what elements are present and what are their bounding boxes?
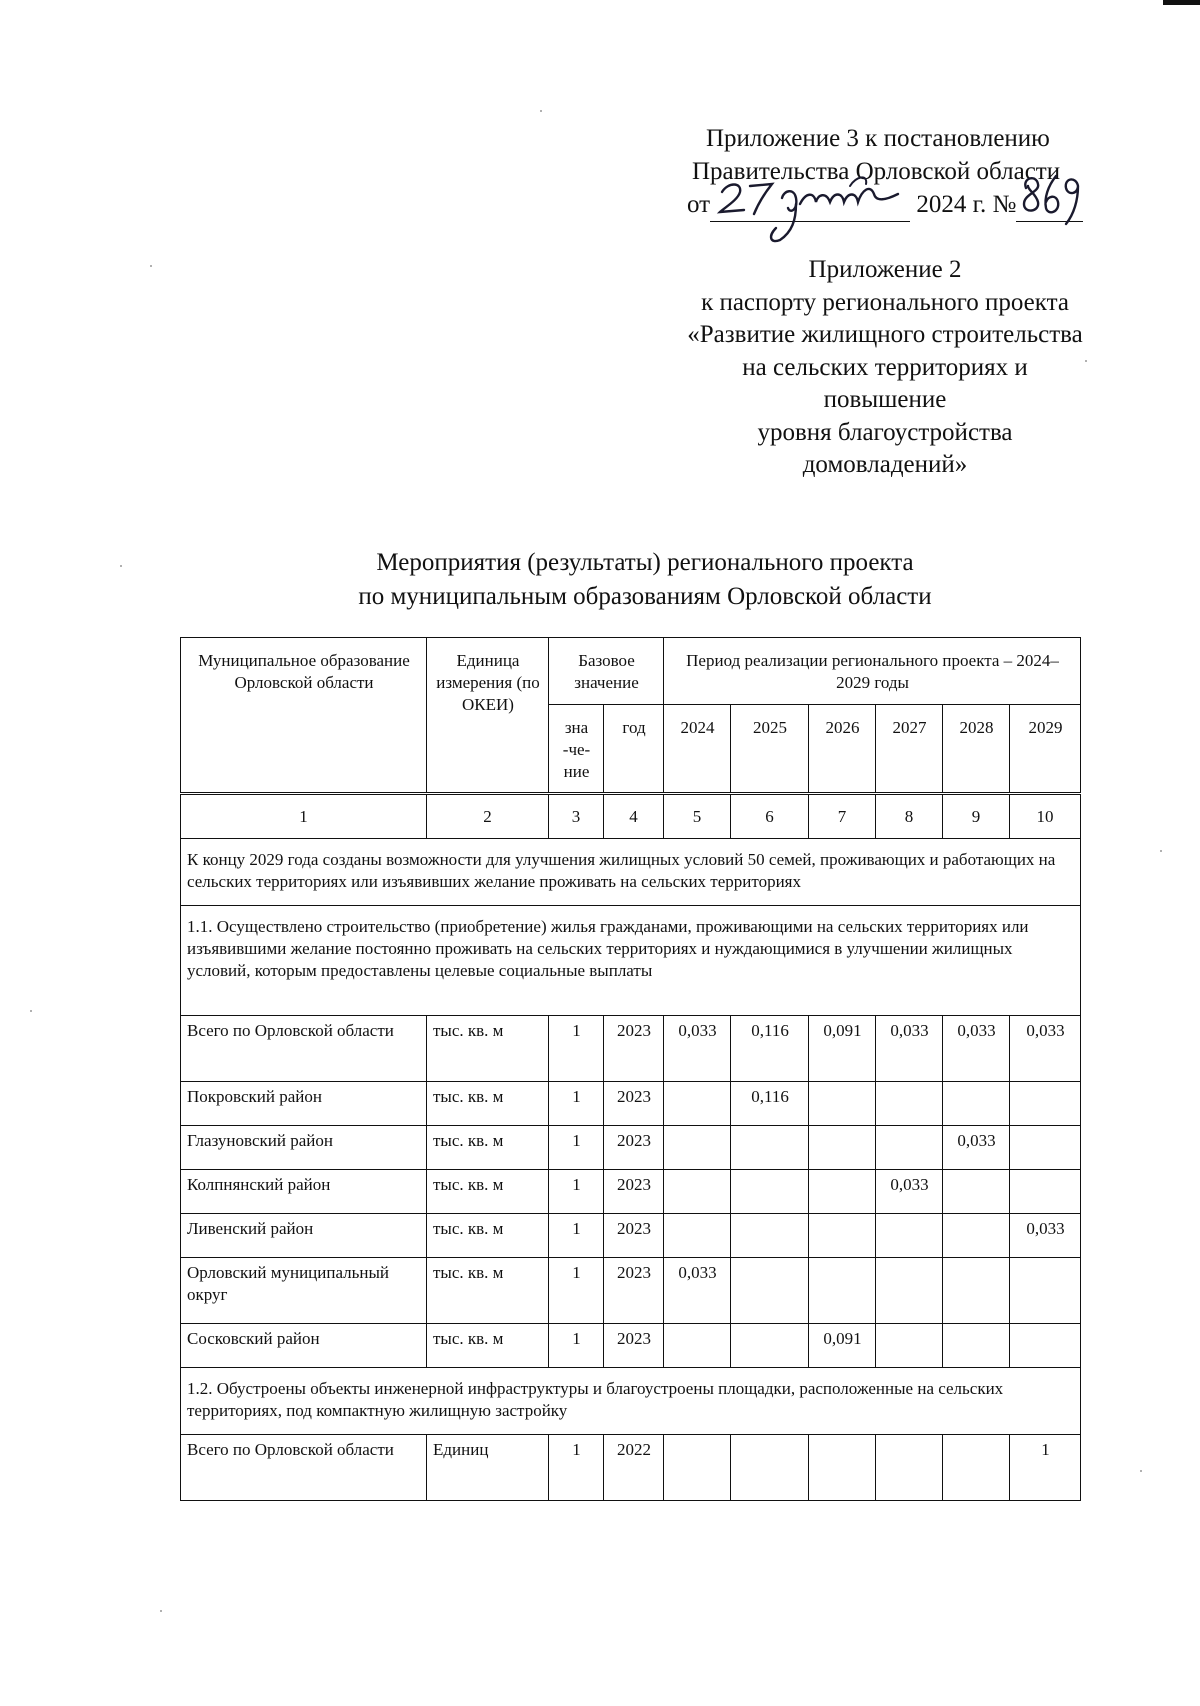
value-2028	[943, 1170, 1010, 1214]
value-2027: 0,033	[876, 1016, 943, 1082]
value-2024	[664, 1126, 731, 1170]
municipality-name: Глазуновский район	[181, 1126, 427, 1170]
value-2025	[731, 1126, 809, 1170]
value-2027	[876, 1258, 943, 1324]
municipality-name: Колпнянский район	[181, 1170, 427, 1214]
header-period: Период реализации регионального проекта – 2024–2029 годы	[664, 638, 1081, 705]
base-year: 2023	[604, 1126, 664, 1170]
header-year: 2029	[1010, 705, 1081, 794]
decree-annex-header	[640, 122, 1130, 222]
goal-text: К концу 2029 года созданы возможности для улучшения жилищных условий 50 семей, проживающих и работающих на сельских территориях или изъявивших желание проживать на сельских территориях	[181, 839, 1081, 906]
value-2028: 0,033	[943, 1126, 1010, 1170]
value-2029: 1	[1010, 1435, 1081, 1501]
unit: тыс. кв. м	[427, 1170, 549, 1214]
title-line-2: по муниципальным образованиям Орловской области	[358, 583, 932, 610]
section-2-title: 1.2. Обустроены объекты инженерной инфраструктуры и благоустроены площадки, расположенные на сельских территориях, под компактную жилищную застройку	[181, 1368, 1081, 1435]
base-value: 1	[549, 1016, 604, 1082]
section-2-row	[181, 1368, 1081, 1435]
header-year: 2026	[809, 705, 876, 794]
value-2027	[876, 1082, 943, 1126]
base-year: 2023	[604, 1324, 664, 1368]
document-title	[160, 546, 1130, 614]
column-number: 5	[664, 794, 731, 839]
table-row	[181, 1435, 1081, 1501]
value-2024	[664, 1435, 731, 1501]
table-row	[181, 1214, 1081, 1258]
value-2024: 0,033	[664, 1016, 731, 1082]
unit: тыс. кв. м	[427, 1126, 549, 1170]
value-2026: 0,091	[809, 1324, 876, 1368]
handwritten-number	[1016, 168, 1086, 228]
base-value: 1	[549, 1126, 604, 1170]
value-2025: 0,116	[731, 1016, 809, 1082]
date-blank	[710, 188, 910, 222]
annex2-line-6: уровня благоустройства	[757, 418, 1013, 446]
header-municipality: Муниципальное образование Орловской области	[181, 638, 427, 794]
base-value: 1	[549, 1258, 604, 1324]
header-year: 2027	[876, 705, 943, 794]
header-year: 2024	[664, 705, 731, 794]
header-unit: Единица измерения (по ОКЕИ)	[427, 638, 549, 794]
value-2024: 0,033	[664, 1258, 731, 1324]
table-row	[181, 1016, 1081, 1082]
value-2028: 0,033	[943, 1016, 1010, 1082]
base-value: 1	[549, 1082, 604, 1126]
header-year: 2025	[731, 705, 809, 794]
column-number: 2	[427, 794, 549, 839]
measures-table	[180, 637, 1081, 1501]
base-year: 2023	[604, 1258, 664, 1324]
column-number: 9	[943, 794, 1010, 839]
table-row	[181, 1126, 1081, 1170]
value-2029	[1010, 1324, 1081, 1368]
header-base: Базовое значение	[549, 638, 664, 705]
scan-speck	[150, 265, 152, 267]
header-base-year: год	[604, 705, 664, 794]
year-and-number-sign: 2024 г. №	[916, 191, 1017, 218]
section-1-row	[181, 906, 1081, 1016]
unit: тыс. кв. м	[427, 1082, 549, 1126]
column-number: 6	[731, 794, 809, 839]
annex2-line-1: Приложение 2	[808, 256, 962, 283]
header-line-2: Правительства Орловской области	[692, 158, 1061, 185]
header-year: 2028	[943, 705, 1010, 794]
table-row	[181, 1170, 1081, 1214]
value-2025: 0,116	[731, 1082, 809, 1126]
value-2029	[1010, 1126, 1081, 1170]
column-number: 4	[604, 794, 664, 839]
annex2-line-3: «Развитие жилищного строительства	[687, 321, 1083, 348]
table-row	[181, 1082, 1081, 1126]
title-line-1: Мероприятия (результаты) регионального проекта	[376, 549, 914, 576]
value-2025	[731, 1170, 809, 1214]
unit: тыс. кв. м	[427, 1214, 549, 1258]
value-2027	[876, 1214, 943, 1258]
annex2-line-2: к паспорту регионального проекта	[701, 288, 1069, 316]
value-2027	[876, 1324, 943, 1368]
value-2025	[731, 1258, 809, 1324]
corner-scan-mark	[1163, 0, 1200, 5]
handwritten-date	[710, 164, 910, 244]
header-base-value	[549, 705, 604, 794]
base-year: 2023	[604, 1016, 664, 1082]
base-year: 2022	[604, 1435, 664, 1501]
date-prefix: от	[687, 191, 711, 218]
value-2026	[809, 1082, 876, 1126]
base-year: 2023	[604, 1214, 664, 1258]
value-2027: 0,033	[876, 1170, 943, 1214]
municipality-name: Сосковский район	[181, 1324, 427, 1368]
value-2027	[876, 1126, 943, 1170]
scan-speck	[540, 110, 542, 112]
value-2024	[664, 1214, 731, 1258]
base-value: 1	[549, 1324, 604, 1368]
section-1-title: 1.1. Осуществлено строительство (приобретение) жилья гражданами, проживающими на сельских территориях или изъявившими желание постоянно проживать на сельских территориях и нуждающимися в улучшении жилищных условий, которым предоставлены целевые социальные выплаты	[181, 906, 1081, 1016]
scan-speck	[1160, 850, 1162, 852]
unit: Единиц	[427, 1435, 549, 1501]
column-number: 3	[549, 794, 604, 839]
base-value: 1	[549, 1214, 604, 1258]
value-2025	[731, 1435, 809, 1501]
table-header-row	[181, 638, 1081, 705]
goal-row	[181, 839, 1081, 906]
column-number: 7	[809, 794, 876, 839]
table-row	[181, 1258, 1081, 1324]
annex2-line-5: повышение	[823, 386, 947, 413]
value-2029: 0,033	[1010, 1016, 1081, 1082]
number-blank	[1016, 188, 1083, 222]
value-2028	[943, 1258, 1010, 1324]
value-2024	[664, 1170, 731, 1214]
value-2024	[664, 1082, 731, 1126]
unit: тыс. кв. м	[427, 1324, 549, 1368]
value-2026	[809, 1170, 876, 1214]
value-2029	[1010, 1082, 1081, 1126]
value-2025	[731, 1214, 809, 1258]
municipality-name: Покровский район	[181, 1082, 427, 1126]
header-line-1: Приложение 3 к постановлению	[706, 125, 1050, 152]
column-number: 1	[181, 794, 427, 839]
column-number: 10	[1010, 794, 1081, 839]
value-2026	[809, 1126, 876, 1170]
scan-speck	[160, 1610, 162, 1612]
scan-speck	[1140, 1470, 1142, 1472]
scan-speck	[30, 1010, 32, 1012]
base-year: 2023	[604, 1170, 664, 1214]
unit: тыс. кв. м	[427, 1016, 549, 1082]
value-2029	[1010, 1258, 1081, 1324]
project-passport-annex	[640, 254, 1130, 482]
column-number-row	[181, 794, 1081, 839]
header-date-line	[640, 188, 1130, 222]
value-2029: 0,033	[1010, 1214, 1081, 1258]
column-number: 8	[876, 794, 943, 839]
municipality-name: Всего по Орловской области	[181, 1435, 427, 1501]
header-base-value-text: зна-че-ние	[562, 718, 591, 781]
annex2-line-7: домовладений»	[802, 451, 968, 478]
value-2026	[809, 1214, 876, 1258]
value-2028	[943, 1082, 1010, 1126]
value-2024	[664, 1324, 731, 1368]
value-2028	[943, 1324, 1010, 1368]
base-value: 1	[549, 1435, 604, 1501]
value-2026	[809, 1258, 876, 1324]
base-value: 1	[549, 1170, 604, 1214]
value-2026: 0,091	[809, 1016, 876, 1082]
value-2026	[809, 1435, 876, 1501]
scan-speck	[120, 565, 122, 567]
value-2025	[731, 1324, 809, 1368]
value-2029	[1010, 1170, 1081, 1214]
value-2028	[943, 1214, 1010, 1258]
unit: тыс. кв. м	[427, 1258, 549, 1324]
table-row	[181, 1324, 1081, 1368]
annex2-line-4: на сельских территориях и	[742, 353, 1028, 381]
municipality-name: Орловский муниципальный округ	[181, 1258, 427, 1324]
municipality-name: Всего по Орловской области	[181, 1016, 427, 1082]
value-2028	[943, 1435, 1010, 1501]
base-year: 2023	[604, 1082, 664, 1126]
municipality-name: Ливенский район	[181, 1214, 427, 1258]
value-2027	[876, 1435, 943, 1501]
